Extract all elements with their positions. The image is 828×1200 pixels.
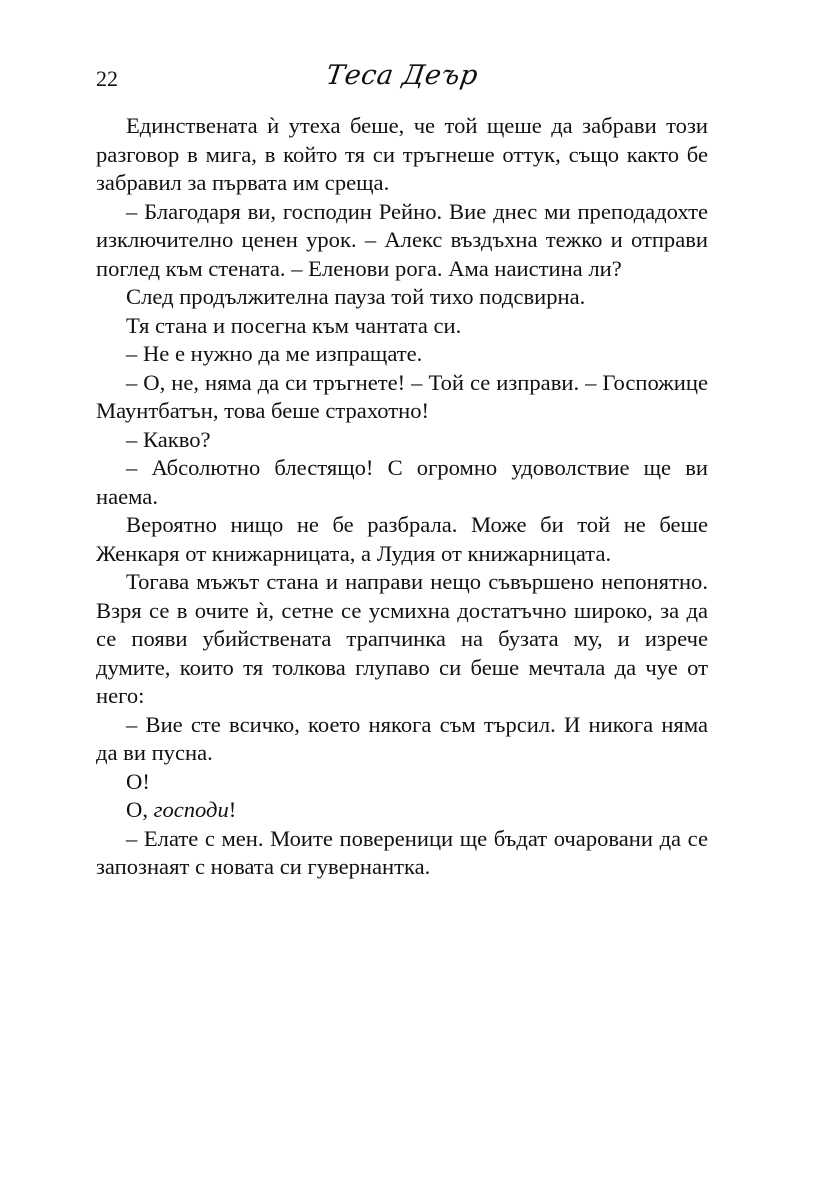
paragraph: Тя стана и посегна към чантата си. <box>126 312 462 338</box>
paragraph: Единствената ѝ утеха беше, че той щеше да забрави този разговор в мига, в който тя си тръгнеше оттук, също както бе забравил за първата им среща. <box>96 113 708 195</box>
paragraph: О! <box>126 768 150 794</box>
paragraph: – О, не, няма да си тръгнете! – Той се изправи. – Госпожице Маунтбатън, това беше страхотно! <box>96 369 708 423</box>
paragraph-text: ! <box>228 797 237 822</box>
running-head-author: Теса Деър <box>324 60 480 91</box>
paragraph-exclamation <box>96 796 708 825</box>
paragraph: – Благодаря ви, господин Рейно. Вие днес ми преподадохте изключително ценен урок. – Алекс въздъхна тежко и отправи поглед към стената. – Еленови рога. Ама наистина ли? <box>96 198 708 281</box>
emphasized-word: господи <box>153 797 229 822</box>
page-number: 22 <box>96 66 118 91</box>
paragraph: – Вие сте всичко, което някога съм търсил. И никога няма да ви пусна. <box>96 711 708 765</box>
paragraph: – Какво? <box>126 426 211 452</box>
paragraph: Вероятно нищо не бе разбрала. Може би той не беше Женкаря от книжарницата, а Лудия от книжарницата. <box>96 512 708 566</box>
paragraph: – Абсолютно блестящо! С огромно удоволствие ще ви наема. <box>96 455 708 509</box>
paragraph: – Не е нужно да ме изпращате. <box>126 341 423 366</box>
body-text <box>96 112 708 882</box>
paragraph: – Елате с мен. Моите повереници ще бъдат очаровани да се запознаят с новата си гувернантка. <box>96 825 708 879</box>
paragraph: След продължителна пауза той тихо подсвирна. <box>126 284 586 309</box>
page-header <box>96 60 708 100</box>
paragraph: Тогава мъжът стана и направи нещо съвършено непонятно. Взря се в очите ѝ, сетне се усмихна достатъчно широко, за да се появи убийствената трапчинка на бузата му, и изрече думите, които тя толкова глупаво си беше мечтала да чуе от него: <box>96 569 708 708</box>
paragraph-text: О, <box>126 797 154 822</box>
